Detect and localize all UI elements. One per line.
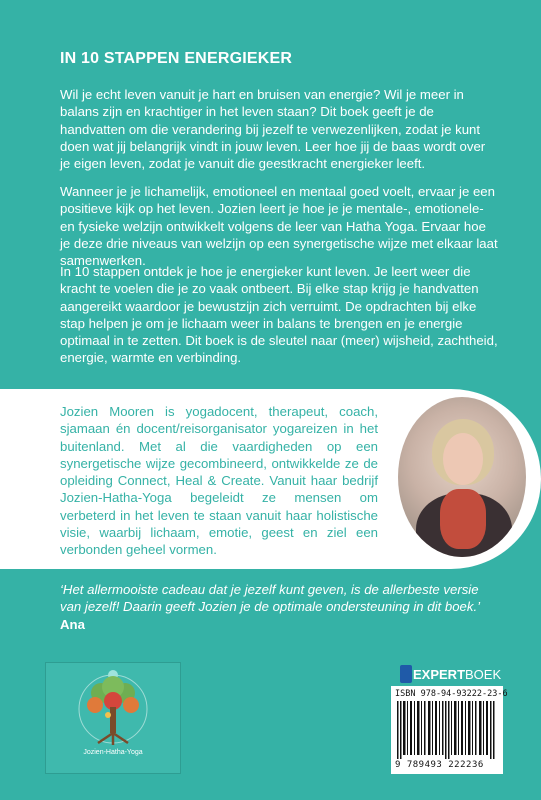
isbn-label: ISBN 978-94-93222-23-6	[395, 689, 508, 699]
intro-paragraph-1: Wil je echt leven vanuit je hart en bruisen van energie? Wil je meer in balans zijn en krachtiger in het leven staan? Dit boek geeft je de handvatten om die verandering bij jezelf te verwezenlijken, zodat je kunt doen wat jij belangrijk vindt in jouw leven. Leer hoe jij de baas wordt over je eigen leven, zodat je vanuit die geestkracht energieker leeft.	[60, 87, 486, 172]
author-photo	[398, 397, 526, 557]
publisher-name-light: BOEK	[465, 666, 502, 682]
isbn-barcode	[391, 686, 508, 774]
author-bio: Jozien Mooren is yogadocent, therapeut, coach, sjamaan én docent/reisorganisator yogareizen in het buitenland. Met al die vaardigheden op een synergetische wijze gecombineerd, ontwikkelde ze de opleiding Connect, Heal & Create. Vanuit haar bedrijf Jozien-Hatha-Yoga begeleidt ze mensen om verbeterd in het leven te staan vanuit haar holistische visie, waarbij lichaam, emotie, geest en ziel een verbonden geheel vormen.	[60, 404, 378, 558]
author-bio-band	[0, 389, 541, 569]
expertboek-mark-icon	[400, 665, 412, 683]
publisher-name-bold: EXPERT	[413, 666, 466, 682]
quote-author: Ana	[60, 616, 85, 632]
logo-caption: Jozien-Hatha-Yoga	[83, 749, 143, 756]
testimonial-quote	[60, 581, 500, 633]
tree-of-life-icon	[46, 663, 180, 773]
intro-paragraph-3: In 10 stappen ontdek je hoe je energieker kunt leven. Je leert weer die kracht te voelen die je zo vaak ontbeert. Bij elke stap krijg je handvatten aangereikt waardoor je bewustzijn zich verruimt. De opdrachten bij elke stap helpen je om je lichaam weer in balans te brengen en je energie optimaal in te zetten. Dit boek is de sleutel naar (meer) wijsheid, zachtheid, energie, warmte en verbinding.	[60, 264, 498, 366]
book-title: IN 10 STAPPEN ENERGIEKER	[60, 50, 293, 67]
yoga-logo	[45, 662, 181, 774]
intro-paragraph-2: Wanneer je je lichamelijk, emotioneel en mentaal goed voelt, ervaar je een positieve kijk op het leven. Jozien leert je hoe je je mentale-, emotionele- en fysieke welzijn ontwikkelt volgens de leer van Hatha Yoga. Ervaar hoe je deze drie niveaus van welzijn op een synergetische wijze met elkaar laat samenwerken.	[60, 184, 498, 269]
barcode-icon	[397, 701, 497, 759]
barcode-digits: 9 789493 222236	[395, 760, 484, 770]
publisher-logo	[400, 665, 501, 683]
quote-text: ‘Het allermooiste cadeau dat je jezelf kunt geven, is de allerbeste versie van jezelf! Daarin geeft Jozien je de optimale ondersteuning in dit boek.’	[60, 582, 481, 615]
